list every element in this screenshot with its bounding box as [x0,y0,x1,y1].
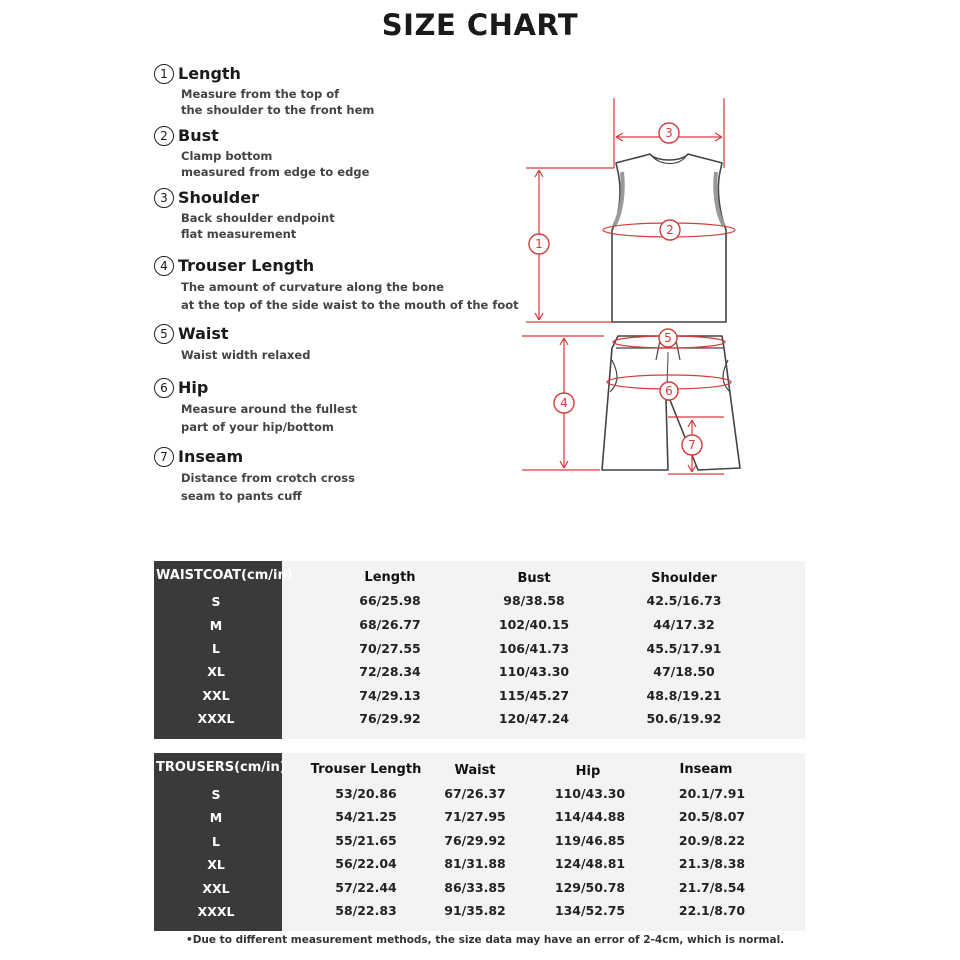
table-cell: 66/25.98 [359,593,421,608]
table-cell: 45.5/17.91 [646,641,722,656]
instruction-heading: Shoulder [178,188,259,207]
column-header: Waist [454,763,496,778]
table-cell: 134/52.75 [554,903,626,918]
column-header: Hip [575,764,601,779]
size-label: M [209,810,223,825]
table-cell: 129/50.78 [554,880,626,895]
size-label: XL [207,664,225,679]
table-cell: 44/17.32 [653,617,715,632]
table-cell: 74/29.13 [359,688,421,703]
number-1-icon: 1 [154,64,174,84]
size-label: S [211,787,221,802]
size-label: XL [207,857,225,872]
column-header: Trouser Length [310,762,422,777]
instruction-shoulder [154,186,335,242]
table-cell: 22.1/8.70 [678,903,746,918]
column-header: Shoulder [651,571,717,586]
table-cell: 55/21.65 [335,833,397,848]
trousers-size-table [154,753,805,931]
table-cell: 76/29.92 [444,833,506,848]
instruction-length [154,62,374,118]
table-cell: 21.3/8.38 [678,856,746,871]
instruction-line: Back shoulder endpoint [181,211,335,225]
diagram-label-7: 7 [688,438,696,452]
instruction-trouser-length [154,254,519,314]
table-cell: 57/22.44 [335,880,397,895]
table-cell: 91/35.82 [444,903,506,918]
table-label: WAISTCOAT(cm/in) [156,568,293,583]
table-cell: 50.6/19.92 [646,711,722,726]
table-cell: 70/27.55 [359,641,421,656]
table-cell: 20.9/8.22 [678,833,746,848]
table-cell: 67/26.37 [444,786,506,801]
instruction-line: measured from edge to edge [181,165,370,179]
table-label: TROUSERS(cm/in) [156,760,286,775]
table-cell: 21.7/8.54 [678,880,746,895]
table-cell: 119/46.85 [554,833,626,848]
size-label: XXL [202,881,230,896]
table-cell: 68/26.77 [359,617,421,632]
instruction-heading: Length [178,64,241,83]
size-label: L [212,834,220,849]
diagram-label-5: 5 [664,331,672,345]
table-cell: 76/29.92 [359,711,421,726]
table-cell: 42.5/16.73 [646,593,722,608]
number-3-icon: 3 [154,188,174,208]
table-cell: 72/28.34 [359,664,421,679]
column-header: Length [364,570,416,585]
number-6-icon: 6 [154,378,174,398]
instruction-heading: Waist [178,324,229,343]
table-cell: 115/45.27 [498,688,570,703]
instruction-waist [154,322,310,364]
table-cell: 48.8/19.21 [646,688,722,703]
table-cell: 110/43.30 [498,664,570,679]
instruction-line: Measure from the top of [181,87,340,101]
size-label: XXXL [197,904,235,919]
size-label: XXL [202,688,230,703]
table-cell: 102/40.15 [498,617,570,632]
table-cell: 53/20.86 [335,786,397,801]
diagram-label-1: 1 [535,237,543,251]
table-cell: 86/33.85 [444,880,506,895]
instruction-line: Measure around the fullest [181,402,358,416]
instruction-heading: Inseam [178,447,244,466]
table-cell: 106/41.73 [498,641,570,656]
size-label: L [212,641,220,656]
table-cell: 54/21.25 [335,809,397,824]
instruction-inseam [154,445,355,505]
table-cell: 47/18.50 [653,664,715,679]
diagram-label-3: 3 [665,126,673,140]
size-label: XXXL [197,711,235,726]
shorts-illustration [602,336,740,470]
instruction-heading: Trouser Length [178,256,315,275]
instruction-line: part of your hip/bottom [181,420,334,434]
table-cell: 120/47.24 [498,711,570,726]
table-cell: 58/22.83 [335,903,397,918]
size-label: M [209,618,223,633]
number-4-icon: 4 [154,256,174,276]
table-cell: 98/38.58 [503,593,565,608]
number-2-icon: 2 [154,126,174,146]
number-7-icon: 7 [154,447,174,467]
instruction-hip [154,376,357,436]
instruction-heading: Bust [178,126,219,145]
diagram-label-2: 2 [666,223,674,237]
instruction-line: flat measurement [181,227,297,241]
table-cell: 71/27.95 [444,809,506,824]
instruction-line: at the top of the side waist to the mouth of the foot [181,298,519,312]
table-cell: 124/48.81 [554,856,626,871]
number-5-icon: 5 [154,324,174,344]
instruction-line: The amount of curvature along the bone [181,280,444,294]
table-cell: 110/43.30 [554,786,626,801]
instruction-line: Clamp bottom [181,149,273,163]
instruction-line: Distance from crotch cross [181,471,355,485]
instruction-line: seam to pants cuff [181,489,302,503]
table-cell: 20.1/7.91 [678,786,746,801]
table-cell: 20.5/8.07 [678,809,746,824]
column-header: Bust [517,571,551,586]
waistcoat-size-table [154,561,805,739]
size-label: S [211,594,221,609]
table-cell: 56/22.04 [335,856,397,871]
instruction-line: Waist width relaxed [181,348,311,362]
instruction-bust [154,124,369,180]
diagram-label-6: 6 [665,384,673,398]
page-title: SIZE CHART [381,8,579,42]
instruction-line: the shoulder to the front hem [181,103,375,117]
table-cell: 114/44.88 [554,809,626,824]
table-cell: 81/31.88 [444,856,506,871]
diagram-label-4: 4 [560,396,568,410]
measurement-diagram [510,90,770,490]
instruction-heading: Hip [178,378,209,397]
column-header: Inseam [679,762,733,777]
footnote: •Due to different measurement methods, the size data may have an error of 2-4cm, which is normal. [186,934,785,946]
